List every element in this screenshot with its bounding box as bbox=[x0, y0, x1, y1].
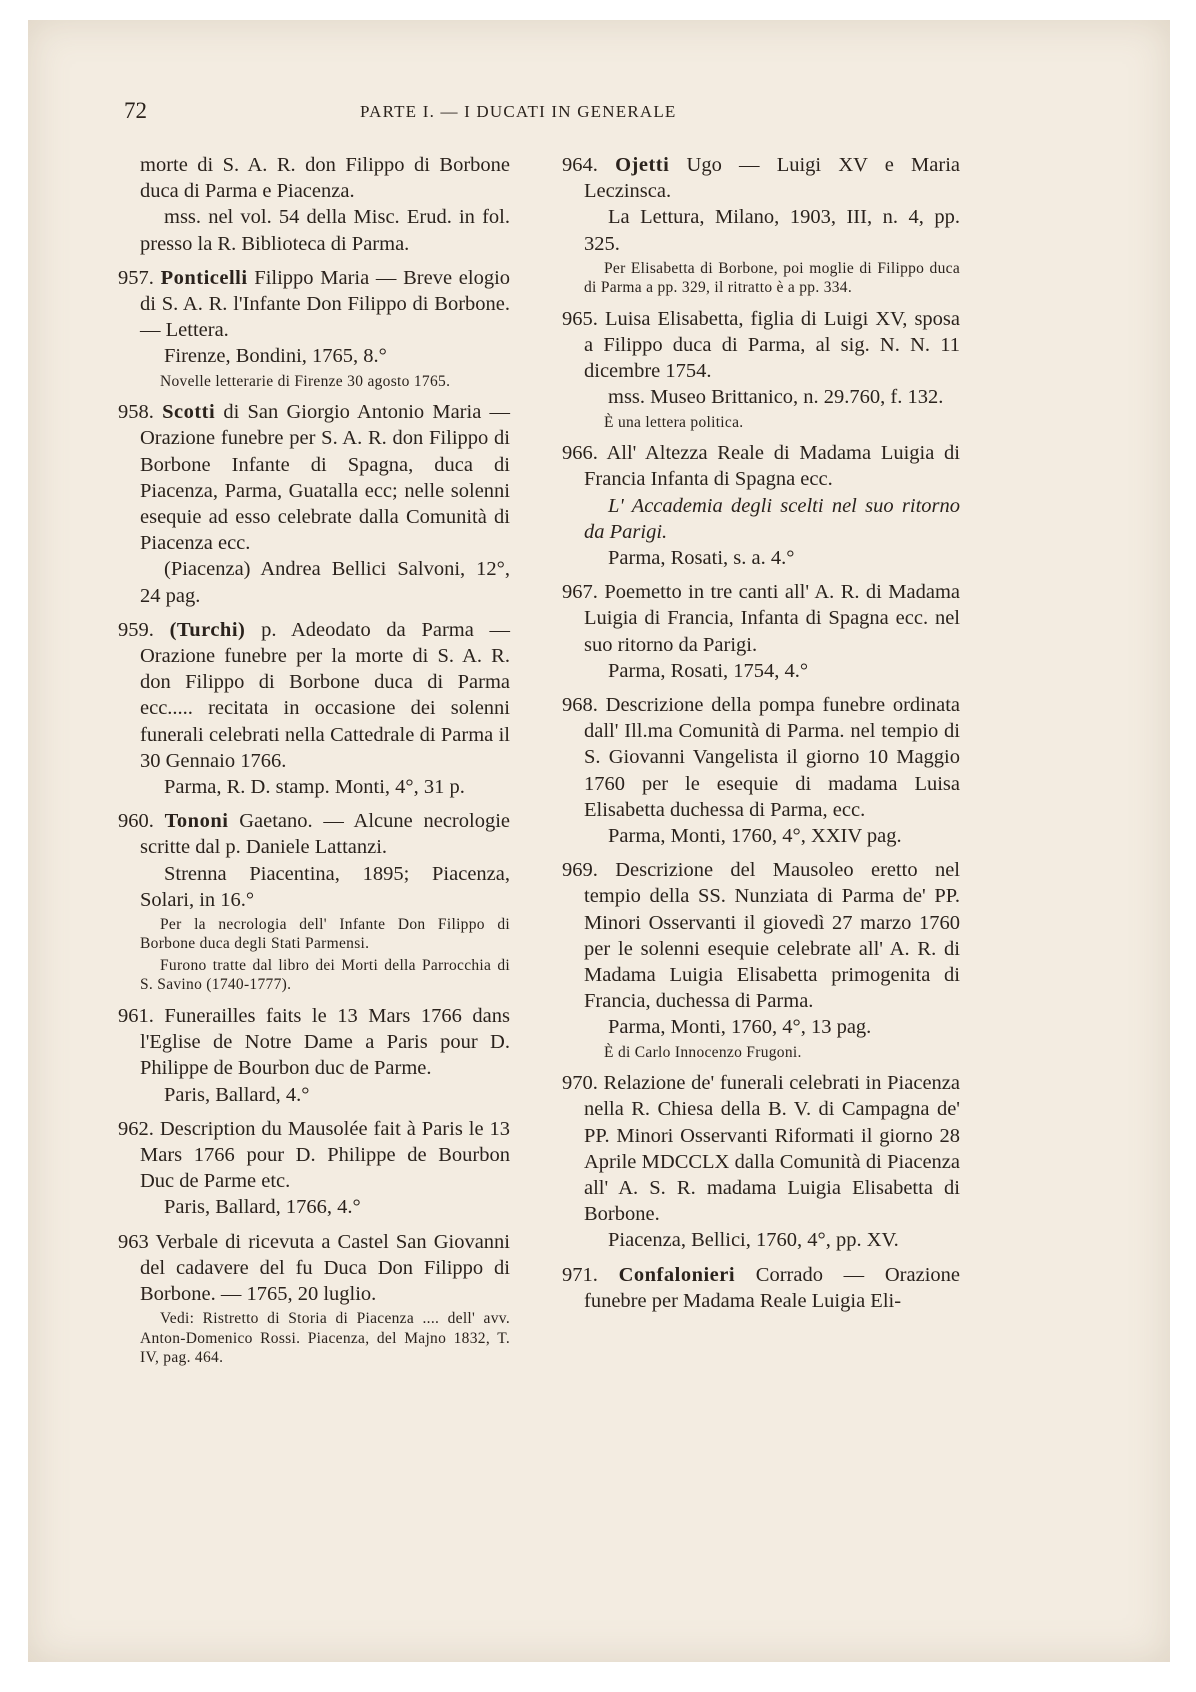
entry-note: Per Elisabetta di Borbone, poi moglie di Filippo duca di Parma a pp. 329, il ritratto è a pp. 334. bbox=[584, 259, 960, 297]
bibliography-entry bbox=[118, 617, 510, 800]
bibliography-entry bbox=[118, 1003, 510, 1108]
entry-body bbox=[118, 399, 510, 556]
entry-italic-line: L' Accademia degli scelti nel suo ritorno da Parigi. bbox=[584, 494, 960, 543]
bibliography-entry bbox=[118, 152, 510, 257]
entry-number: 965. bbox=[562, 307, 598, 330]
bibliography-entry bbox=[562, 1070, 960, 1253]
entry-body bbox=[562, 579, 960, 658]
entry-title: Verbale di ricevuta a Castel San Giovanni del cadavere del fu Duca Don Filippo di Borbone. — 1765, 20 luglio. bbox=[140, 1230, 510, 1306]
entry-title: Filippo Maria — Breve elogio di S. A. R. l'Infante Don Filippo di Borbone. — Lettera. bbox=[140, 266, 511, 342]
entry-imprint: Piacenza, Bellici, 1760, 4°, pp. XV. bbox=[608, 1229, 899, 1252]
entry-note: È di Carlo Innocenzo Frugoni. bbox=[604, 1043, 802, 1061]
entry-imprint: (Piacenza) Andrea Bellici Salvoni, 12°, 24 pag. bbox=[140, 558, 510, 607]
entry-body bbox=[562, 1262, 960, 1314]
entry-body bbox=[562, 152, 960, 204]
entry-body bbox=[562, 1070, 960, 1227]
entry-title: p. Adeodato da Parma — Orazione funebre per la morte di S. A. R. don Filippo di Borbone duca di Parma ecc..... recitata in occasione dei solenni funerali celebrati nella Cattedrale di Parma il 30 Gennaio 1766. bbox=[140, 618, 511, 772]
entry-imprint: Paris, Ballard, 1766, 4.° bbox=[164, 1196, 361, 1219]
entry-title: di San Giorgio Antonio Maria — Orazione funebre per S. A. R. don Filippo di Borbone Infante di Spagna, duca di Piacenza, Parma, Guatalla ecc; nelle solenni esequie ad esso celebrate dalla Comunità di Piacenza ecc. bbox=[140, 401, 510, 555]
entry-imprint: mss. nel vol. 54 della Misc. Erud. in fol. presso la R. Biblioteca di Parma. bbox=[140, 206, 510, 255]
entry-title: Funerailles faits le 13 Mars 1766 dans l'Eglise de Notre Dame a Paris pour D. Philippe de Bourbon duc de Parme. bbox=[140, 1004, 511, 1080]
entry-number: 961. bbox=[118, 1004, 154, 1027]
entry-imprint: Firenze, Bondini, 1765, 8.° bbox=[164, 345, 387, 368]
entry-number: 958. bbox=[118, 401, 154, 424]
entry-number: 971. bbox=[562, 1263, 598, 1286]
entry-body bbox=[562, 857, 960, 1014]
entry-number: 964. bbox=[562, 154, 598, 176]
entry-number: 963 bbox=[118, 1230, 149, 1253]
left-column bbox=[118, 152, 510, 1376]
entry-author: Tononi bbox=[164, 810, 229, 833]
entry-author: (Turchi) bbox=[169, 618, 246, 641]
entry-author: Ponticelli bbox=[160, 266, 248, 289]
entry-note: Furono tratte dal libro dei Morti della Parrocchia di S. Savino (1740-1777). bbox=[140, 956, 510, 994]
entry-title: Relazione de' funerali celebrati in Piacenza nella R. Chiesa della B. V. di Campagna de' PP. Minori Osservanti Riformati il giorno 28 Aprile MDCCLX dalla Comunità di Piacenza all' A. S. R. madama Luigia Elisabetta di Borbone. bbox=[584, 1072, 960, 1226]
bibliography-entry bbox=[562, 440, 960, 571]
bibliography-entry bbox=[118, 1116, 510, 1221]
entry-body bbox=[118, 265, 510, 344]
entry-number: 957. bbox=[118, 266, 154, 289]
bibliography-entry bbox=[118, 265, 510, 391]
entry-number: 962. bbox=[118, 1117, 154, 1140]
entry-title: Descrizione del Mausoleo eretto nel tempio della SS. Nunziata di Parma de' PP. Minori Osservanti il giovedì 27 marzo 1760 per le solenni esequie celebrate all' A. R. di Madama Luigia Elisabetta primogenita di Francia, duchessa di Parma. bbox=[584, 859, 961, 1013]
bibliography-entry bbox=[118, 1229, 510, 1368]
bibliography-entry bbox=[562, 1262, 960, 1314]
bibliography-entry bbox=[562, 306, 960, 432]
entry-imprint: Parma, Monti, 1760, 4°, 13 pag. bbox=[608, 1016, 872, 1039]
entry-note: Vedi: Ristretto di Storia di Piacenza .... dell' avv. Anton-Domenico Rossi. Piacenza, del Majno 1832, T. IV, pag. 464. bbox=[140, 1310, 510, 1367]
entry-imprint: Parma, Rosati, 1754, 4.° bbox=[608, 659, 809, 682]
bibliography-entry bbox=[118, 808, 510, 995]
entry-title: Description du Mausolée fait à Paris le 13 Mars 1766 pour D. Philippe de Bourbon Duc de Parme etc. bbox=[140, 1117, 510, 1193]
entry-title: Poemetto in tre canti all' A. R. di Madama Luigia di Francia, Infanta di Spagna ecc. nel suo ritorno da Parigi. bbox=[584, 581, 961, 656]
entry-imprint: Paris, Ballard, 4.° bbox=[164, 1083, 310, 1106]
entry-title: All' Altezza Reale di Madama Luigia di Francia Infanta di Spagna ecc. bbox=[584, 442, 961, 491]
entry-author: Ojetti bbox=[615, 154, 670, 176]
entry-number: 966. bbox=[562, 442, 598, 465]
bibliography-entry bbox=[562, 692, 960, 849]
entry-title: Gaetano. — Alcune necrologie scritte dal p. Daniele Lattanzi. bbox=[140, 810, 510, 859]
entry-note: Novelle letterarie di Firenze 30 agosto 1765. bbox=[160, 372, 451, 390]
entry-imprint: Parma, Rosati, s. a. 4.° bbox=[608, 546, 795, 569]
entry-number: 968. bbox=[562, 693, 598, 716]
entry-title: Corrado — Orazione funebre per Madama Reale Luigia Eli- bbox=[584, 1263, 961, 1312]
entry-number: 967. bbox=[562, 581, 598, 604]
entry-body bbox=[118, 1116, 510, 1195]
running-head bbox=[124, 98, 844, 128]
entry-note: Per la necrologia dell' Infante Don Filippo di Borbone duca degli Stati Parmensi. bbox=[140, 915, 510, 953]
entry-title: Luisa Elisabetta, figlia di Luigi XV, sposa a Filippo duca di Parma, al sig. N. N. 11 dicembre 1754. bbox=[584, 307, 961, 383]
bibliography-entry bbox=[562, 152, 960, 298]
entry-imprint: La Lettura, Milano, 1903, III, n. 4, pp. 325. bbox=[584, 206, 960, 255]
entry-title: morte di S. A. R. don Filippo di Borbone duca di Parma e Piacenza. bbox=[140, 154, 510, 203]
entry-number: 959. bbox=[118, 618, 154, 641]
entry-note: È una lettera politica. bbox=[604, 413, 744, 431]
entry-body bbox=[118, 808, 510, 860]
running-title: PARTE I. — I DUCATI IN GENERALE bbox=[360, 102, 677, 121]
entry-body bbox=[118, 152, 510, 204]
entry-imprint: Parma, R. D. stamp. Monti, 4°, 31 p. bbox=[164, 775, 465, 798]
right-column bbox=[562, 152, 960, 1322]
bibliography-entry bbox=[562, 579, 960, 684]
entry-number: 969. bbox=[562, 859, 598, 882]
entry-title: Descrizione della pompa funebre ordinata dall' Ill.ma Comunità di Parma. nel tempio di S. Giovanni Vangelista il giorno 10 Maggio 1760 per le esequie di madama Luisa Elisabetta duchessa di Parma, ecc. bbox=[584, 693, 960, 821]
entry-imprint: mss. Museo Brittanico, n. 29.760, f. 132. bbox=[608, 386, 944, 409]
entry-body bbox=[118, 1003, 510, 1082]
entry-number: 960. bbox=[118, 810, 154, 833]
entry-body bbox=[118, 1229, 510, 1308]
page-number: 72 bbox=[124, 98, 147, 123]
entry-body bbox=[562, 440, 960, 492]
entry-author: Confalonieri bbox=[618, 1263, 736, 1286]
entry-body bbox=[562, 306, 960, 385]
bibliography-entry bbox=[118, 399, 510, 609]
entry-imprint: Strenna Piacentina, 1895; Piacenza, Solari, in 16.° bbox=[140, 862, 510, 911]
entry-author: Scotti bbox=[162, 401, 216, 424]
entry-imprint: Parma, Monti, 1760, 4°, XXIV pag. bbox=[608, 824, 902, 847]
entry-title: Ugo — Luigi XV e Maria Leczinsca. bbox=[584, 154, 961, 203]
entry-body bbox=[562, 692, 960, 823]
bibliography-entry bbox=[562, 857, 960, 1062]
entry-body bbox=[118, 617, 510, 774]
entry-number: 970. bbox=[562, 1072, 598, 1095]
